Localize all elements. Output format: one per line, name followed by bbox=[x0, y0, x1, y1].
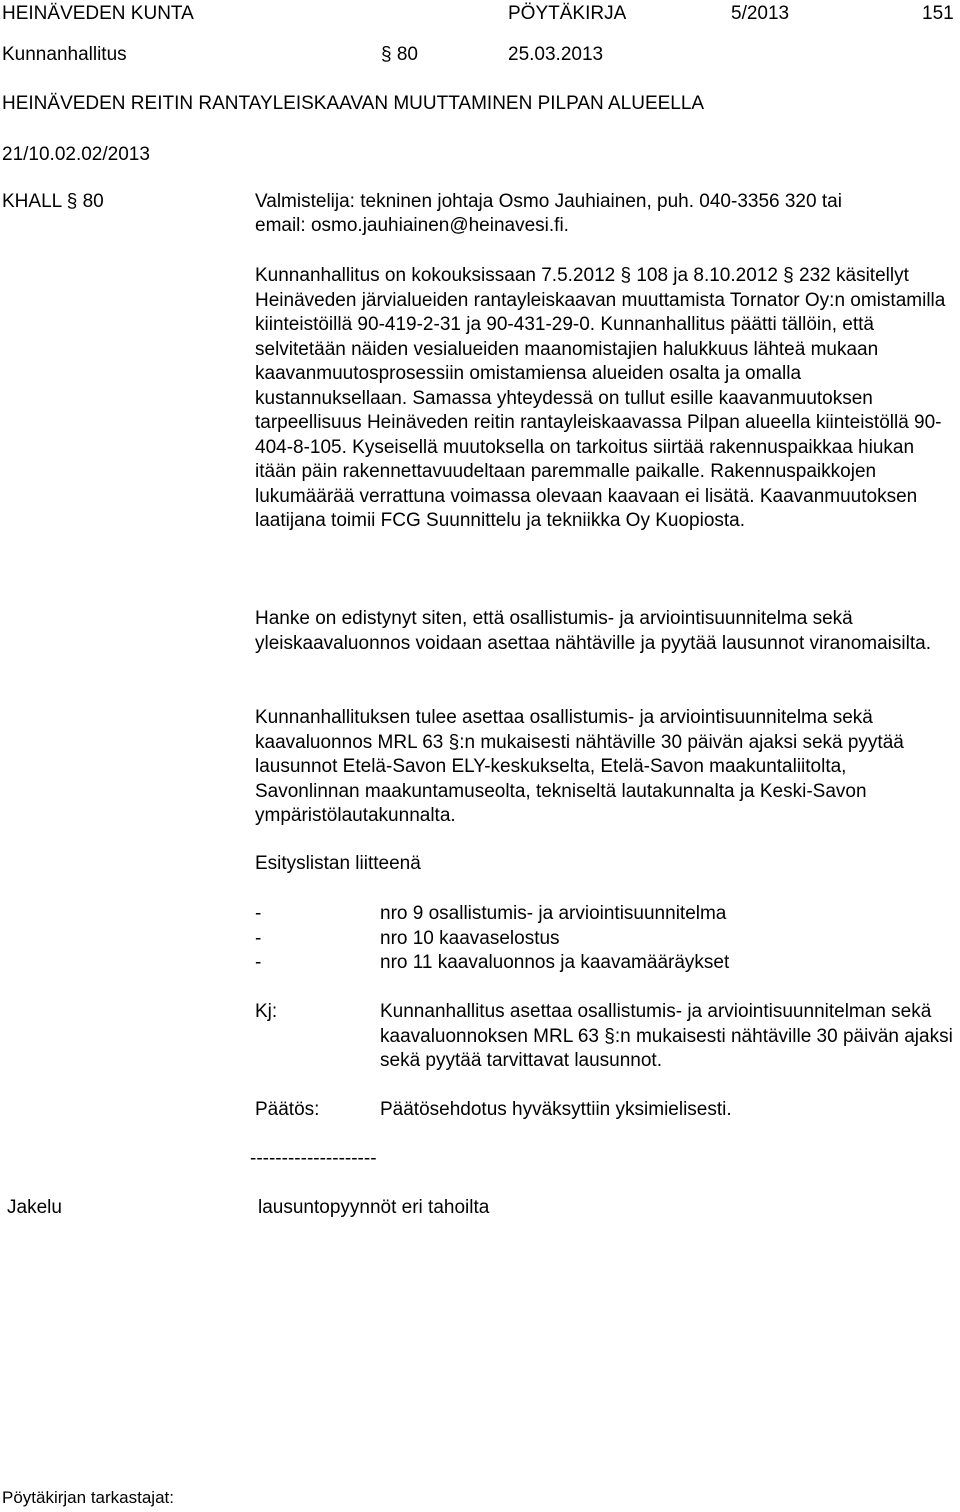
background-text: Kunnanhallitus on kokouksissaan 7.5.2012 § 108 ja 8.10.2012 § 232 käsitellyt Heinäveden järvialueiden rantayleiskaavan muuttamista Tornator Oy:n omistamilla kiinteistöillä 90-419-2-31 ja 90-431-29-0. Kunnanhallitus päätti tällöin, että selvitetään näiden vesialueiden maanomistajien halukkuus lähteä mukaan kaavanmuutosprosessiin omistamiensa alueiden osalta ja omalla kustannuksellaan. Samassa yhteydessä on tullut esille kaavanmuutoksen tarpeellisuus Heinäveden reitin rantayleiskaavassa Pilpan alueella kiinteistöllä 90-404-8-105. Kyseisellä muutoksella on tarkoitus siirtää rakennuspaikkaa hiukan itään päin rakennettavuudeltaan paremmalle paikalle. Rakennuspaikkojen lukumäärää verrattuna voimassa olevaan kaavaan ei lisätä. Kaavanmuutoksen laatijana toimii FCG Suunnittelu ja tekniikka Oy Kuopiosta. bbox=[255, 265, 946, 531]
attachment-bullet: - bbox=[255, 952, 262, 973]
municipality-name: HEINÄVEDEN KUNTA bbox=[2, 3, 194, 24]
proposal-text: Kunnanhallitus asettaa osallistumis- ja arviointisuunnitelman sekä kaavaluonnoksen MRL 63 §:n mukaisesti nähtäville 30 päivän ajaksi sekä pyytää tarvittavat lausunnot. bbox=[380, 1001, 953, 1071]
preparer-line: Valmistelija: tekninen johtaja Osmo Jauhiainen, puh. 040-3356 320 tai bbox=[255, 191, 842, 212]
footer-reviewers: Pöytäkirjan tarkastajat: bbox=[2, 1488, 174, 1507]
section-label: KHALL § 80 bbox=[2, 191, 104, 212]
decision-label: Päätös: bbox=[255, 1099, 320, 1120]
document-type: PÖYTÄKIRJA bbox=[508, 3, 627, 24]
attachment-bullet: - bbox=[255, 928, 262, 949]
attachment-item: nro 11 kaavaluonnos ja kaavamääräykset bbox=[380, 952, 730, 973]
distribution-label: Jakelu bbox=[7, 1197, 62, 1218]
attachment-item: nro 9 osallistumis- ja arviointisuunnitelma bbox=[380, 903, 727, 924]
paragraph-background bbox=[255, 264, 955, 534]
requirement-text: Kunnanhallituksen tulee asettaa osallistumis- ja arviointisuunnitelma sekä kaavaluonnos MRL 63 §:n mukaisesti nähtäville 30 päivän ajaksi sekä pyytää lausunnot Etelä-Savon ELY-keskukselta, Etelä-Savon maakuntaliitolta, Savonlinnan maakuntamuseolta, tekniseltä lautakunnalta ja Keski-Savon ympäristölautakunnalta. bbox=[255, 707, 904, 826]
paragraph-progress bbox=[255, 607, 955, 656]
attachments-heading: Esityslistan liitteenä bbox=[255, 853, 421, 874]
governing-body: Kunnanhallitus bbox=[2, 44, 127, 65]
paragraph-requirement bbox=[255, 706, 955, 829]
distribution-text: lausuntopyynnöt eri tahoilta bbox=[258, 1197, 490, 1218]
attachment-item: nro 10 kaavaselostus bbox=[380, 928, 560, 949]
preparer-email: email: osmo.jauhiainen@heinavesi.fi. bbox=[255, 215, 569, 236]
decision-text: Päätösehdotus hyväksyttiin yksimielisesti. bbox=[380, 1099, 732, 1120]
reference-number: 21/10.02.02/2013 bbox=[2, 144, 150, 165]
meeting-date: 25.03.2013 bbox=[508, 44, 604, 65]
issue-number: 5/2013 bbox=[731, 3, 790, 24]
attachment-bullet: - bbox=[255, 903, 262, 924]
proposal-label: Kj: bbox=[255, 1001, 278, 1022]
separator-line: -------------------- bbox=[250, 1148, 377, 1169]
page-number: 151 bbox=[922, 3, 954, 24]
page-title: HEINÄVEDEN REITIN RANTAYLEISKAAVAN MUUTTAMINEN PILPAN ALUEELLA bbox=[2, 93, 705, 114]
progress-text: Hanke on edistynyt siten, että osallistumis- ja arviointisuunnitelma sekä yleiskaavaluonnos voidaan asettaa nähtäville ja pyytää lausunnot viranomaisilta. bbox=[255, 608, 931, 654]
section-number: § 80 bbox=[381, 44, 418, 65]
